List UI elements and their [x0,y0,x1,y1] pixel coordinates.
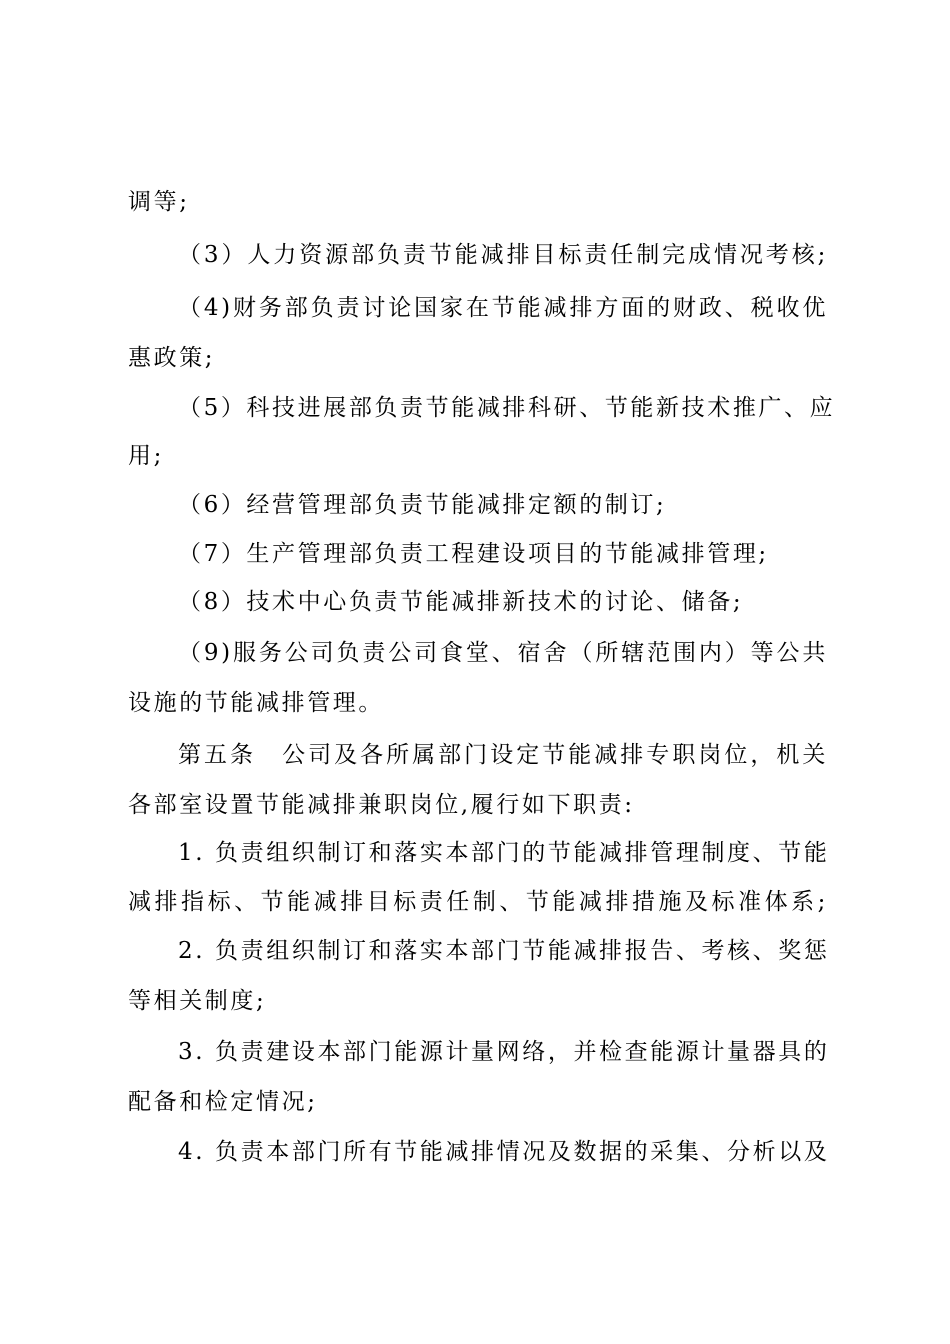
text-line: 减排指标、节能减排目标责任制、节能减排措施及标准体系; [128,889,828,915]
text-line: 设施的节能减排管理。 [128,690,384,716]
text-line: （5）科技进展部负责节能减排科研、节能新技术推广、应 [178,395,836,421]
text-line: 1. 负责组织制订和落实本部门的节能减排管理制度、节能 [178,840,830,866]
text-line: 等相关制度; [128,988,267,1014]
text-line: （4)财务部负责讨论国家在节能减排方面的财政、税收优 [178,295,828,321]
text-line: 2. 负责组织制订和落实本部门节能减排报告、考核、奖惩 [178,938,830,964]
text-line: 配备和检定情况; [128,1089,318,1115]
text-line: 惠政策; [128,345,216,371]
text-line: （6）经营管理部负责节能减排定额的制订; [178,492,667,518]
text-line: 4. 负责本部门所有节能减排情况及数据的采集、分析以及 [178,1139,830,1165]
text-line: （3）人力资源部负责节能减排目标责任制完成情况考核; [178,242,828,268]
text-line: 用; [128,443,164,469]
text-line: （7）生产管理部负责工程建设项目的节能减排管理; [178,541,769,567]
text-line: （9)服务公司负责公司食堂、宿舍（所辖范围内）等公共 [178,640,828,666]
text-line: 调等; [128,189,190,215]
text-line: 第五条 公司及各所属部门设定节能减排专职岗位，机关 [178,742,828,768]
text-line: 3. 负责建设本部门能源计量网络，并检查能源计量器具的 [178,1039,830,1065]
text-line: （8）技术中心负责节能减排新技术的讨论、储备; [178,589,744,615]
text-line: 各部室设置节能减排兼职岗位,履行如下职责: [128,792,635,818]
